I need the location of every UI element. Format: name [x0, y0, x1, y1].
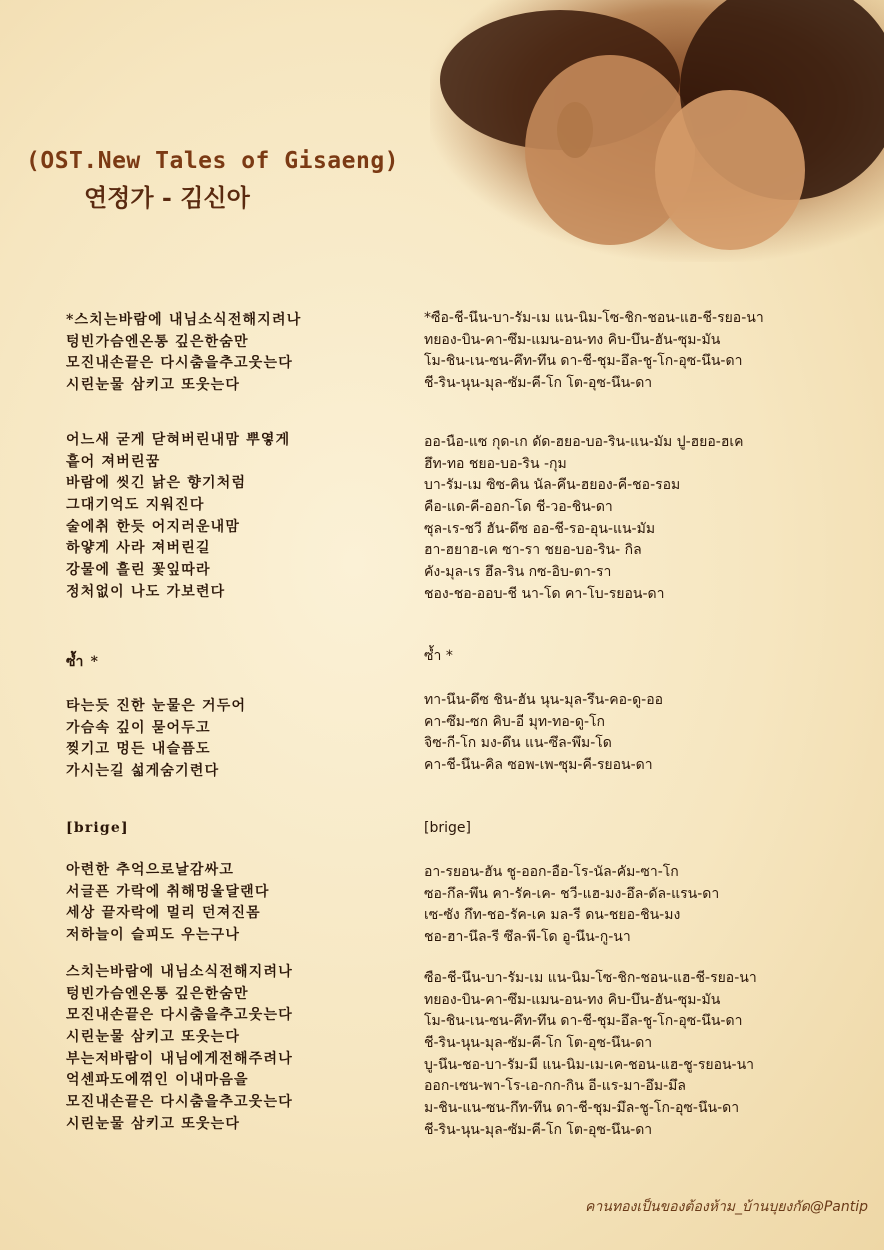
korean-stanza-2 — [66, 430, 290, 604]
lyric-line: จิซ-กี-โก มง-ดึน แน-ซึล-พึม-โด — [424, 735, 612, 752]
korean-bridge-label — [66, 818, 129, 840]
lyric-line: 시린눈물 삼키고 또웃는다 — [66, 377, 241, 394]
lyric-line: 텅빈가슴엔온통 깊은한숨만 — [66, 985, 249, 1002]
lyric-line: เซ-ซัง กึท-ชอ-รัค-เค มล-รี ดน-ชยอ-ชิน-มง — [424, 907, 681, 924]
lyric-line: ซอ-กึล-พึน คา-รัค-เค- ชวี-แฮ-มง-อึล-ดัล-แรน-ดา — [424, 885, 720, 902]
korean-stanza-1 — [66, 310, 301, 397]
korean-stanza-3 — [66, 696, 246, 783]
lyric-line: 세상 끝자락에 멀리 던져진몸 — [66, 905, 261, 922]
lyric-line: *ซือ-ชี-นึน-บา-รัม-เม แน-นิม-โซ-ชิก-ชอน-แฮ-ชี-รยอ-นา — [424, 310, 764, 326]
lyric-line: ฮึท-ทอ ชยอ-บอ-ริน -กุม — [424, 455, 567, 472]
thai-stanza-2 — [424, 432, 744, 606]
lyric-line: 시린눈물 삼키고 또웃는다 — [66, 1115, 241, 1132]
thai-stanza-1 — [424, 308, 764, 395]
lyric-line: 억센파도에꺾인 이내마음을 — [66, 1072, 249, 1089]
lyric-line: 모진내손끝은 다시춤을추고웃는다 — [66, 1094, 293, 1111]
title-english: (OST.New Tales of Gisaeng) — [26, 148, 400, 174]
repeat-label: ซ้ำ * — [424, 648, 453, 664]
lyric-line: 텅빈가슴엔온통 깊은한숨만 — [66, 333, 249, 350]
lyric-line: *스치는바람에 내님소식전해지려나 — [66, 312, 302, 328]
song-title-block — [26, 148, 446, 213]
thai-stanza-4 — [424, 862, 719, 949]
lyric-line: ชอ-ฮา-นึล-รี ซึล-พี-โด อู-นึน-กู-นา — [424, 929, 631, 946]
lyric-line: ทยอง-บิน-คา-ซึม-แมน-อน-ทง คิบ-บึน-ฮัน-ซุม-มัน — [424, 331, 721, 348]
lyric-line: 시린눈물 삼키고 또웃는다 — [66, 1029, 241, 1046]
lyric-line: อา-รยอน-ฮัน ชู-ออก-อือ-โร-นัล-คัม-ซา-โก — [424, 864, 679, 880]
photo-illustration — [430, 0, 884, 262]
lyric-line: 스치는바람에 내님소식전해지려나 — [66, 964, 293, 980]
thai-stanza-3 — [424, 690, 663, 777]
lyric-line: 서글픈 가락에 취해멍울달랜다 — [66, 883, 270, 900]
lyric-line: 모진내손끝은 다시춤을추고웃는다 — [66, 355, 293, 372]
lyric-line: ซุล-เร-ชวี ฮัน-ดึซ ออ-ชี-รอ-อุน-แน-มัม — [424, 520, 656, 537]
lyric-line: 바람에 씻긴 낡은 향기처럼 — [66, 475, 247, 492]
lyric-line: ทยอง-บิน-คา-ซึม-แมน-อน-ทง คิบ-บึน-ฮัน-ซุม-มัน — [424, 991, 721, 1008]
lyric-line: คัง-มุล-เร ฮึล-ริน กซ-อิบ-ตา-รา — [424, 564, 612, 581]
lyric-line: บู-นึน-ชอ-บา-รัม-มี แน-นิม-เม-เค-ชอน-แฮ-ชู-รยอน-นา — [424, 1056, 755, 1073]
lyric-line: ทา-นึน-ดึซ ชิน-ฮัน นุน-มุล-รึน-คอ-ดู-ออ — [424, 692, 664, 708]
lyric-line: 하얗게 사라 져버린길 — [66, 540, 211, 557]
lyric-line: 어느새 굳게 닫혀버린내맘 뿌옇게 — [66, 432, 291, 448]
lyric-line: ออก-เซน-พา-โร-เอ-กก-กิน อี-แร-มา-อึม-มึล — [424, 1078, 686, 1095]
korean-stanza-4 — [66, 860, 270, 947]
lyric-line: 저하늘이 슬피도 우는구나 — [66, 927, 241, 944]
thai-stanza-5 — [424, 968, 757, 1142]
lyric-line: คา-ซึม-ซก คิบ-อี มุท-ทอ-ดู-โก — [424, 713, 605, 730]
lyric-line: โม-ชิน-เน-ซน-คึท-ทึน ดา-ชี-ชุม-อึล-ชู-โก-อุซ-นึน-ดา — [424, 353, 743, 370]
lyric-line: ออ-นือ-แซ กุด-เก ดัด-ฮยอ-บอ-ริน-แน-มัม ปู-ฮยอ-ฮเค — [424, 434, 744, 450]
lyric-line: 타는듯 진한 눈물은 거두어 — [66, 698, 247, 714]
lyric-line: 부는저바람이 내님에게전해주려나 — [66, 1050, 293, 1067]
title-korean: 연정가 - 김신아 — [84, 183, 250, 212]
lyric-line: 강물에 흘린 꽃잎따라 — [66, 562, 211, 579]
lyric-line: 모진내손끝은 다시춤을추고웃는다 — [66, 1007, 293, 1024]
lyric-line: ชี-ริน-นุน-มุล-ซัม-คี-โก โต-อุซ-นึน-ดา — [424, 1035, 653, 1052]
lyric-line: 술에취 한듯 어지러운내맘 — [66, 518, 241, 535]
lyric-line: 흩어 져버린꿈 — [66, 453, 161, 470]
bridge-label: [brige] — [66, 820, 129, 836]
lyric-line: ม-ชิน-แน-ซน-กึท-ทึน ดา-ชี-ชุม-มึล-ชู-โก-อุซ-นึน-ดา — [424, 1100, 740, 1117]
couple-kiss-photo — [430, 0, 884, 262]
lyric-line: 아련한 추억으로날감싸고 — [66, 862, 235, 878]
lyric-line: 가시는길 섧게숨기련다 — [66, 763, 220, 780]
lyric-line: คือ-แด-คี-ออก-โด ชี-วอ-ชิน-ดา — [424, 499, 613, 516]
thai-bridge-label — [424, 818, 471, 840]
lyric-line: โม-ชิน-เน-ซน-คึท-ทึน ดา-ชี-ชุม-อึล-ชู-โก-อุซ-นึน-ดา — [424, 1013, 743, 1030]
credit-watermark: คานทองเป็นของต้องห้าม_บ้านบุยงกัด@Pantip — [585, 1199, 868, 1215]
lyric-line: บา-รัม-เม ซิซ-คิน นัล-คึน-ฮยอง-คี-ชอ-รอม — [424, 477, 681, 494]
repeat-label: ซ้ำ * — [66, 654, 100, 670]
lyric-line: 그대기억도 지워진다 — [66, 497, 205, 514]
lyric-line: 가슴속 깊이 묻어두고 — [66, 719, 211, 736]
bridge-label: [brige] — [424, 820, 471, 836]
lyric-line: 찢기고 멍든 내슬픔도 — [66, 741, 211, 758]
korean-stanza-5 — [66, 962, 293, 1136]
lyric-line: ชี-ริน-นุน-มุล-ซัม-คี-โก โต-อุซ-นึน-ดา — [424, 375, 653, 392]
lyric-line: ซือ-ชี-นึน-บา-รัม-เม แน-นิม-โซ-ชิก-ชอน-แฮ-ชี-รยอ-นา — [424, 970, 757, 986]
lyric-line: 정처없이 나도 가보련다 — [66, 583, 226, 600]
thai-repeat-label — [424, 646, 453, 668]
lyric-line: ชี-ริน-นุน-มุล-ซัม-คี-โก โต-อุซ-นึน-ดา — [424, 1121, 653, 1138]
lyric-line: คา-ชี-นึน-คิล ซอพ-เพ-ซุม-คี-รยอน-ดา — [424, 757, 653, 774]
korean-repeat-label — [66, 652, 99, 674]
lyric-line: ชอง-ชอ-ออบ-ชี นา-โด คา-โบ-รยอน-ดา — [424, 585, 665, 602]
lyric-line: ฮา-ฮยาฮ-เค ซา-รา ชยอ-บอ-ริน- กิล — [424, 542, 642, 559]
